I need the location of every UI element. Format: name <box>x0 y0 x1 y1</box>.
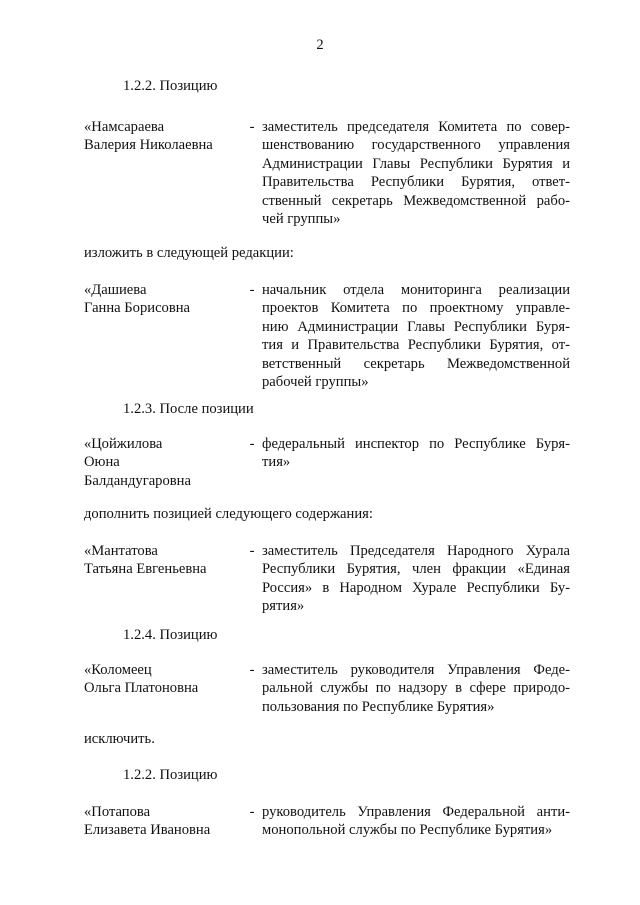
entry-description <box>262 661 570 716</box>
entry-dash: - <box>249 282 255 298</box>
entry-name <box>84 661 244 698</box>
entry-description-line: тия» <box>262 454 291 471</box>
paragraph-2: изложить в следующей редакции: <box>84 245 294 261</box>
entry-description-line: начальник отдела мониторинга реализации <box>262 282 570 298</box>
entry-name <box>84 803 244 840</box>
entry-description-line: шенствованию государственного управления <box>262 137 570 154</box>
page-number: 2 <box>316 37 324 53</box>
entry-name <box>84 118 244 155</box>
entry-dash: - <box>249 119 255 135</box>
entry-description-line: нию Администрации Главы Республики Буря- <box>262 318 570 335</box>
entry-description-line: пользования по Республике Бурятия» <box>262 698 495 715</box>
paragraph-1: 1.2.2. Позицию <box>123 78 218 94</box>
entry-name-line: «Мантатова <box>84 543 158 559</box>
entry-name-line: Валерия Николаевна <box>84 137 213 154</box>
entry-description-line: Правительства Республики Бурятия, ответ- <box>262 174 570 191</box>
entry-description-line: федеральный инспектор по Республике Буря- <box>262 436 570 452</box>
entry-description-line: Республики Бурятия, член фракции «Единая <box>262 561 570 578</box>
entry-description-line: Россия» в Народном Хурале Республики Бу- <box>262 579 570 596</box>
entry-description <box>262 281 570 391</box>
paragraph-6: исключить. <box>84 731 155 747</box>
entry-name-line: Татьяна Евгеньевна <box>84 561 207 578</box>
entry-description-line: монопольной службы по Республике Бурятия» <box>262 822 553 839</box>
entry-description-line: Администрации Главы Республики Бурятия и <box>262 155 570 172</box>
entry-dash: - <box>249 543 255 559</box>
entry-name-line: Оюна <box>84 454 120 471</box>
entry-description-line: тия и Правительства Республики Бурятия, от- <box>262 337 570 354</box>
entry-description-line: чей группы» <box>262 211 341 228</box>
entry-name-line: «Дашиева <box>84 282 147 298</box>
entry-name-line: Елизавета Ивановна <box>84 822 211 839</box>
entry-name-line: «Цойжилова <box>84 436 163 452</box>
entry-name <box>84 435 244 490</box>
entry-name-line: «Потапова <box>84 804 151 820</box>
paragraph-4: дополнить позицией следующего содержания: <box>84 506 373 522</box>
entry-description-line: руководитель Управления Федеральной анти- <box>262 804 570 820</box>
entry-description-line: рятия» <box>262 598 305 615</box>
entry-description-line: рабочей группы» <box>262 374 369 391</box>
entry-description-line: ветственный секретарь Межведомственной <box>262 355 570 372</box>
entry-name-line: «Намсараева <box>84 119 165 135</box>
entry-description-line: заместитель Председателя Народного Хурала <box>262 543 570 559</box>
paragraph-5: 1.2.4. Позицию <box>123 627 218 643</box>
entry-name-line: Ольга Платоновна <box>84 680 199 697</box>
entry-description-line: заместитель руководителя Управления Феде- <box>262 662 570 678</box>
entry-name-line: «Коломеец <box>84 662 152 678</box>
entry-description <box>262 542 570 616</box>
entry-dash: - <box>249 436 255 452</box>
entry-description <box>262 803 570 840</box>
entry-description-line: ральной службы по надзору в сфере природо- <box>262 680 570 697</box>
entry-description-line: проектов Комитета по проектному управле- <box>262 300 570 317</box>
entry-description <box>262 435 570 472</box>
entry-dash: - <box>249 662 255 678</box>
entry-dash: - <box>249 804 255 820</box>
entry-description <box>262 118 570 228</box>
entry-description-line: ственный секретарь Межведомственной рабо- <box>262 192 570 209</box>
entry-description-line: заместитель председателя Комитета по совер- <box>262 119 570 135</box>
entry-name <box>84 281 244 318</box>
entry-name-line: Балдандугаровна <box>84 472 191 489</box>
entry-name <box>84 542 244 579</box>
paragraph-7: 1.2.2. Позицию <box>123 767 218 783</box>
paragraph-3: 1.2.3. После позиции <box>123 401 254 417</box>
entry-name-line: Ганна Борисовна <box>84 300 191 317</box>
